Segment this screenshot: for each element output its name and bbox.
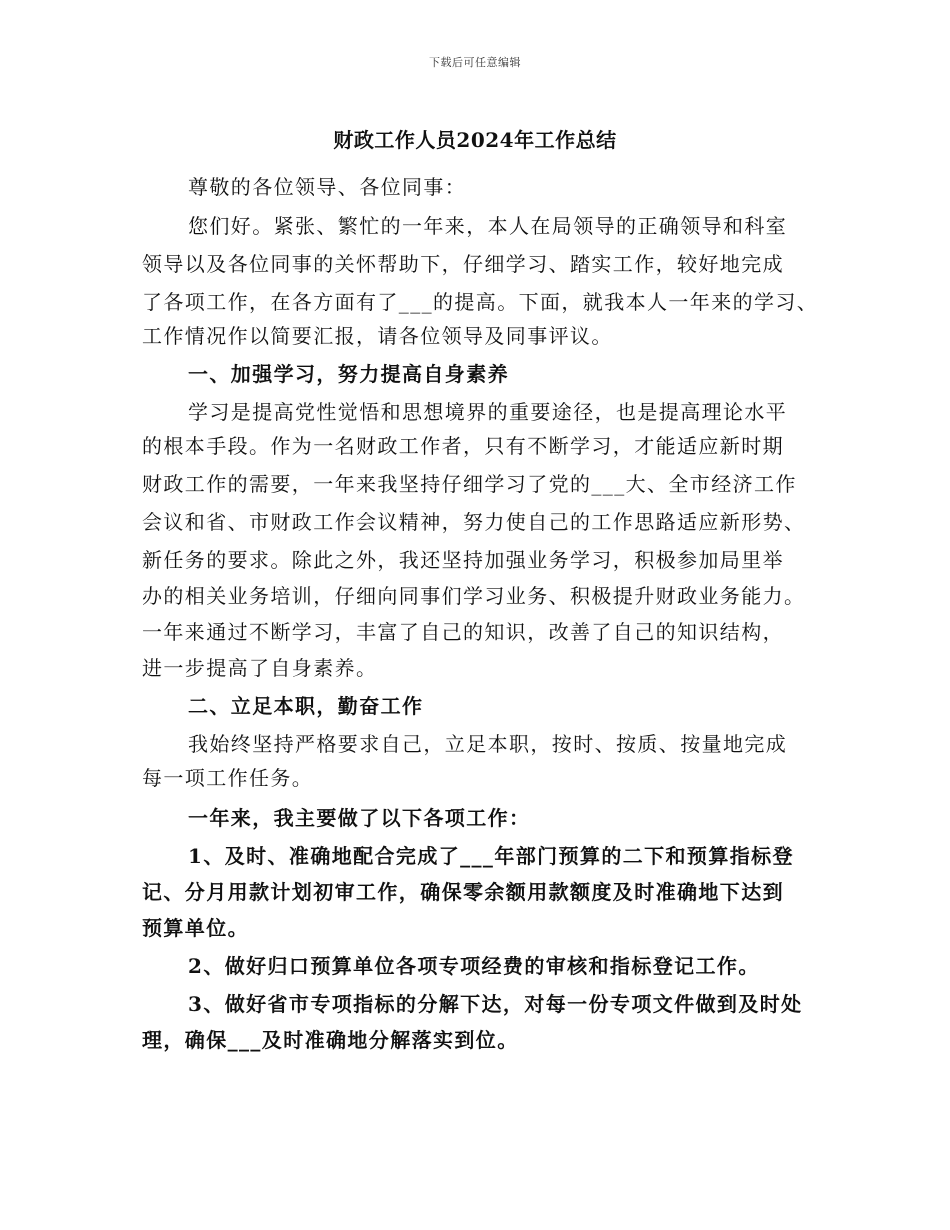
list-item-line: 预算单位。 xyxy=(142,916,249,940)
paragraph-line: 的根本手段。作为一名财政工作者，只有不断学习，才能适应新时期 xyxy=(142,434,784,458)
document-title: 财政工作人员2024年工作总结 xyxy=(333,128,617,152)
paragraph-line: 一年来通过不断学习，丰富了自己的知识，改善了自己的知识结构， xyxy=(142,620,784,644)
paragraph-line: 了各项工作，在各方面有了___的提高。下面，就我本人一年来的学习、 xyxy=(142,290,819,314)
paragraph-line: 新任务的要求。除此之外，我还坚持加强业务学习，积极参加局里举 xyxy=(142,548,784,572)
paragraph-line: 我始终坚持严格要求自己，立足本职，按时、按质、按量地完成 xyxy=(188,732,788,756)
paragraph-line: 工作情况作以简要汇报，请各位领导及同事评议。 xyxy=(142,324,613,348)
paragraph-line: 您们好。紧张、繁忙的一年来，本人在局领导的正确领导和科室 xyxy=(188,214,788,238)
list-item-line: 1、及时、准确地配合完成了___年部门预算的二下和预算指标登 xyxy=(188,844,794,868)
section-heading: 一、加强学习，努力提高自身素养 xyxy=(188,362,509,386)
paragraph-line: 领导以及各位同事的关怀帮助下，仔细学习、踏实工作，较好地完成 xyxy=(142,252,784,276)
list-item-line: 3、做好省市专项指标的分解下达，对每一份专项文件做到及时处 xyxy=(188,992,803,1016)
list-item-line: 记、分月用款计划初审工作，确保零余额用款额度及时准确地下达到 xyxy=(142,880,784,904)
paragraph-line: 学习是提高党性觉悟和思想境界的重要途径，也是提高理论水平 xyxy=(188,400,788,424)
list-item-line: 2、做好归口预算单位各项专项经费的审核和指标登记工作。 xyxy=(188,954,760,978)
paragraph-line: 进一步提高了自身素养。 xyxy=(142,656,378,680)
header-note: 下载后可任意编辑 xyxy=(429,56,521,69)
list-intro: 一年来，我主要做了以下各项工作： xyxy=(188,806,531,830)
paragraph-line: 办的相关业务培训，仔细向同事们学习业务、积极提升财政业务能力。 xyxy=(142,584,806,608)
list-item-line: 理，确保___及时准确地分解落实到位。 xyxy=(142,1028,519,1052)
paragraph-line: 尊敬的各位领导、各位同事： xyxy=(188,175,467,199)
section-heading: 二、立足本职，勤奋工作 xyxy=(188,694,424,718)
paragraph-line: 财政工作的需要，一年来我坚持仔细学习了党的___大、全市经济工作 xyxy=(142,472,797,496)
paragraph-line: 每一项工作任务。 xyxy=(142,766,314,790)
paragraph-line: 会议和省、市财政工作会议精神，努力使自己的工作思路适应新形势、 xyxy=(142,510,806,534)
